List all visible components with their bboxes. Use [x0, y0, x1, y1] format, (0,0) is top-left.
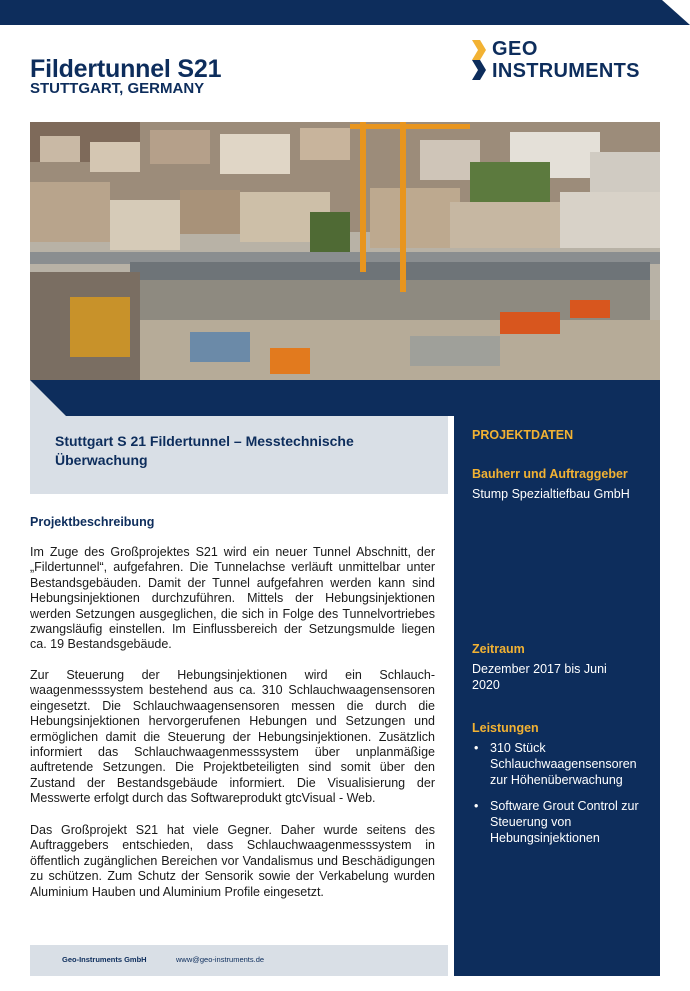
services-item: • 310 Stück Schlauchwaagensensoren zur Höhenüberwachung: [472, 740, 657, 788]
project-headline: Stuttgart S 21 Fildertunnel – Messtechnische Überwachung: [55, 433, 354, 468]
logo-text-instruments: INSTRUMENTS: [492, 60, 640, 82]
description-paragraph-1: Im Zuge des Großprojektes S21 wird ein neuer Tunnel Abschnitt, der „Fildertunnel“, aufgefahren. Die Tunnelachse verläuft unmittelbar unter Bestandsgebäuden. Damit der Tunnel aufgefahren werden kann sind Hebungsinjektionen durchzuführen. Mittels der Hebungsinjektionen werden Setzungen ausgeglichen, die sich in Folge des Tunnelvortriebes zwangsläufig einstellen. Im Einflussbereich der Setzungsmulde liegen ca. 19 Bestandsgebäude.: [30, 545, 435, 652]
client-heading: Bauherr und Auftraggeber: [472, 467, 628, 481]
logo-text-geo: GEO: [492, 38, 538, 60]
top-band: [0, 0, 690, 25]
project-data-sidebar: [454, 416, 660, 976]
footer-bar: [30, 945, 448, 976]
period-value: Dezember 2017 bis Juni 2020: [472, 662, 607, 692]
sidebar-title: PROJEKTDATEN: [472, 428, 574, 442]
description-paragraph-3: Das Großprojekt S21 hat viele Gegner. Daher wurde seitens des Auftraggebers entschieden, dass Schlauchwaagenmesssystem in öffentlich zugänglichen Bereichen vor Vandalismus und Beschädigungen zu schützen. Zum Schutz der Sensorik sowie der Verkabelung wurden Aluminium Hauben und Aluminium Profile eingesetzt.: [30, 823, 435, 899]
top-band-notch: [662, 0, 690, 25]
services-heading: Leistungen: [472, 721, 539, 735]
services-item: • Software Grout Control zur Steuerung von Hebungsinjektionen: [472, 798, 657, 846]
description-paragraph-2: Zur Steuerung der Hebungsinjektionen wird ein Schlauchwaagenmesssystem bestehend aus ca. 310 Schlauchwaagensensoren eingesetzt. Die Schlauchwaagensensoren messen die durch die Hebungsinjektionen hervorgerufenen Hebungen und Setzungen und ermöglichen damit die Steuerung der Hebungsinjektionen. Zusätzlich informiert das Schlauchwaagenmesssystem über unplanmäßige auftretende Setzungen. Die Projektbeteiligten sind somit über den Zustand der Bestandsgebäude informiert. Die Visualisierung der Messwerte erfolgt durch das Softwareprodukt gtcVisual - Web.: [30, 668, 435, 806]
page-title: Fildertunnel S21: [30, 55, 222, 83]
footer-company: Geo-Instruments GmbH: [62, 955, 147, 964]
header-band: [30, 380, 660, 416]
period-heading: Zeitraum: [472, 642, 525, 656]
company-logo: [470, 38, 660, 86]
logo-mark-icon: [470, 40, 488, 80]
construction-site-photo: [30, 122, 660, 380]
page-subtitle: STUTTGART, GERMANY: [30, 80, 205, 97]
description-heading: Projektbeschreibung: [30, 515, 155, 529]
band-notch: [30, 380, 66, 416]
services-list: [472, 740, 657, 856]
footer-website-link[interactable]: www@geo-instruments.de: [176, 955, 265, 964]
client-value: Stump Spezialtiefbau GmbH: [472, 487, 630, 501]
